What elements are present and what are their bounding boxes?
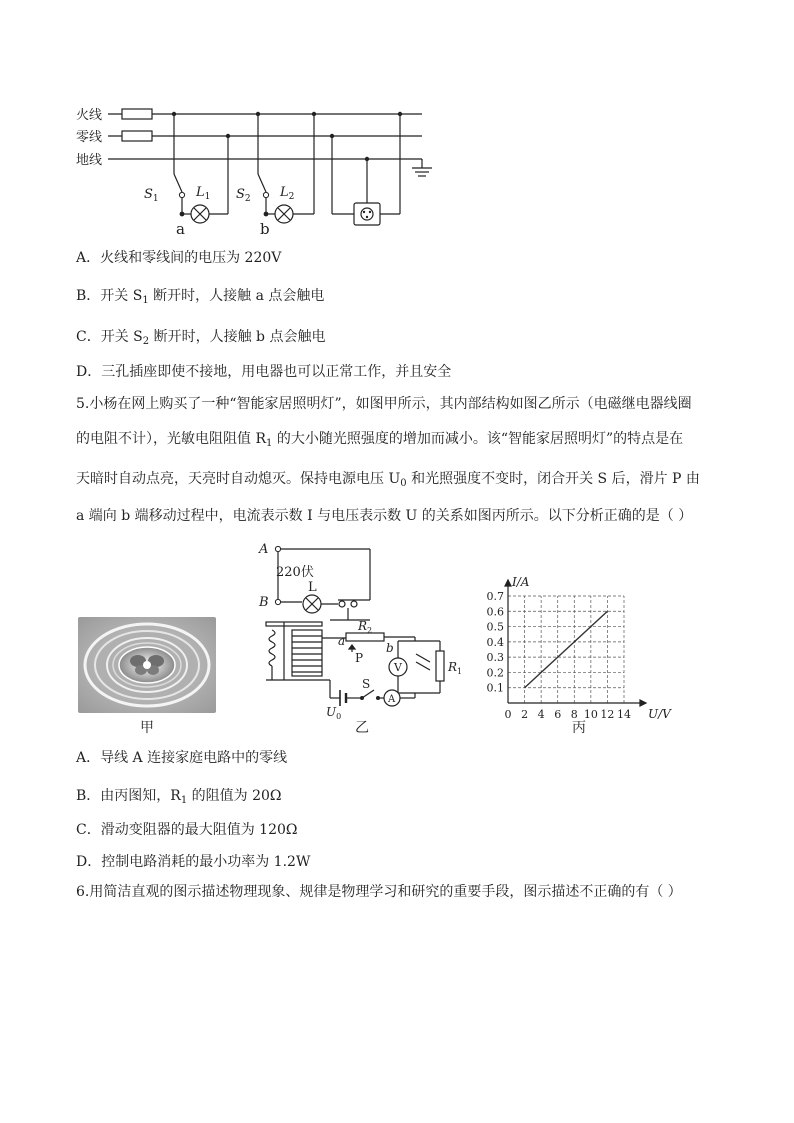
chart-y-tick-label: 0.7 bbox=[486, 590, 504, 603]
rheostat-end-a: a bbox=[338, 634, 346, 648]
point-a-label: a bbox=[176, 220, 185, 238]
chart-x-tick-label: 2 bbox=[521, 708, 529, 721]
chart-y-tick-label: 0.2 bbox=[486, 666, 504, 680]
lamp-l2-label: L bbox=[280, 185, 289, 200]
svg-text:S2 bbox=[236, 187, 251, 204]
svg-text:U0 bbox=[326, 705, 341, 720]
ammeter-label: A bbox=[388, 694, 396, 705]
q4-option-b: B．开关 $S_1$ 断开时，人接触 a 点会触电 bbox=[76, 288, 325, 306]
chart-y-tick-label: 0.3 bbox=[486, 651, 504, 665]
chart-y-tick-label: 0.1 bbox=[486, 681, 504, 695]
svg-text:L1 bbox=[195, 185, 210, 202]
rheostat-r2-sub: 2 bbox=[367, 626, 373, 635]
lamp-l1-label: L bbox=[196, 185, 205, 200]
svg-text:L2 bbox=[279, 185, 294, 202]
chart-x-tick-label: 8 bbox=[570, 708, 578, 721]
photoresistor-r1-label: R bbox=[448, 660, 458, 674]
chart-x-tick-label: 12 bbox=[600, 708, 615, 721]
chart-y-tick-label: 0.4 bbox=[486, 635, 504, 649]
q5-stem-line-4: a 端向 b 端移动过程中，电流表示数 I 与电压表示数 U 的关系如图丙所示。以下分析正确的是（ ） bbox=[76, 508, 693, 524]
q5-option-c: C．滑动变阻器的最大阻值为 120Ω bbox=[76, 822, 298, 838]
terminal-a-label: A bbox=[259, 542, 269, 557]
figure-bing-caption: 丙 bbox=[572, 720, 586, 736]
lamp-l1-sub: 1 bbox=[204, 192, 211, 202]
slider-p-label: P bbox=[355, 651, 364, 665]
photoresistor-r1-sub: 1 bbox=[457, 667, 463, 676]
neutral-wire-label: 零线 bbox=[76, 130, 103, 145]
switch-s1-label: S bbox=[144, 187, 153, 202]
switch-s2-sub: 2 bbox=[244, 194, 251, 204]
voltage-label: 220伏 bbox=[276, 565, 314, 580]
chart-y-tick-label: 0.5 bbox=[486, 620, 504, 634]
smart-lamp-photo bbox=[78, 617, 216, 713]
chart-y-axis-label: I/A bbox=[512, 575, 530, 589]
household-circuit-diagram bbox=[70, 100, 440, 240]
q4-option-c: C．开关 $S_2$ 断开时，人接触 b 点会触电 bbox=[76, 329, 326, 347]
live-wire-label: 火线 bbox=[76, 108, 103, 123]
chart-x-tick-label: 10 bbox=[583, 708, 598, 721]
current-voltage-chart bbox=[478, 572, 678, 722]
figure-jia-caption: 甲 bbox=[140, 720, 154, 736]
source-u0-sub: 0 bbox=[336, 712, 342, 720]
chart-x-tick-label: 6 bbox=[554, 708, 562, 721]
terminal-b-label: B bbox=[259, 595, 269, 610]
lamp-l2-sub: 2 bbox=[288, 192, 295, 202]
switch-s1-sub: 1 bbox=[152, 194, 159, 204]
switch-s2-label: S bbox=[236, 187, 245, 202]
q5-stem-line-2: 的电阻不计），光敏电阻阻值 $R_1$ 的大小随光照强度的增加而减小。该“智能家居照明灯”的特点是在 bbox=[76, 431, 684, 449]
q6-stem: 6.用简洁直观的图示描述物理现象、规律是物理学习和研究的重要手段，图示描述不正确的有（ ） bbox=[76, 884, 682, 900]
source-u0-label: U bbox=[326, 705, 337, 719]
chart-x-tick-label: 0 bbox=[504, 708, 512, 721]
rheostat-end-b: b bbox=[386, 641, 394, 655]
figure-yi-caption: 乙 bbox=[355, 720, 369, 736]
chart-x-tick-label: 14 bbox=[617, 708, 631, 721]
rheostat-r2-label: R bbox=[358, 619, 368, 633]
svg-text:R1 bbox=[447, 660, 462, 676]
svg-text:S1 bbox=[144, 187, 159, 204]
chart-y-arrow bbox=[505, 580, 511, 586]
q5-option-b: B．由丙图知，$R_1$ 的阻值为 20Ω bbox=[76, 788, 282, 806]
q5-stem-line-3: 天暗时自动点亮，天亮时自动熄灭。保持电源电压 $U_0$ 和光照强度不变时，闭合开关 S 后，滑片 P 由 bbox=[76, 471, 700, 489]
chart-series-line bbox=[525, 611, 608, 687]
voltmeter-label: V bbox=[394, 661, 402, 674]
q5-option-a: A．导线 A 连接家庭电路中的零线 bbox=[76, 750, 288, 766]
ground-wire-label: 地线 bbox=[76, 153, 103, 168]
switch-s-label: S bbox=[362, 677, 371, 691]
q5-stem-line-1: 5.小杨在网上购买了一种“智能家居照明灯”，如图甲所示，其内部结构如图乙所示（电磁继电器线圈 bbox=[76, 396, 692, 412]
chart-x-arrow bbox=[640, 700, 646, 706]
chart-y-tick-label: 0.6 bbox=[486, 605, 504, 619]
q4-option-a: A．火线和零线间的电压为 220V bbox=[76, 250, 282, 266]
svg-text:R2 bbox=[357, 619, 372, 635]
chart-x-tick-label: 4 bbox=[537, 708, 545, 721]
chart-x-axis-label: U/V bbox=[648, 707, 671, 721]
relay-control-circuit bbox=[250, 538, 470, 720]
q4-option-d: D．三孔插座即使不接地，用电器也可以正常工作，并且安全 bbox=[76, 364, 452, 380]
q5-option-d: D．控制电路消耗的最小功率为 1.2W bbox=[76, 854, 311, 870]
lamp-l-label: L bbox=[308, 580, 317, 595]
point-b-label: b bbox=[260, 220, 270, 238]
